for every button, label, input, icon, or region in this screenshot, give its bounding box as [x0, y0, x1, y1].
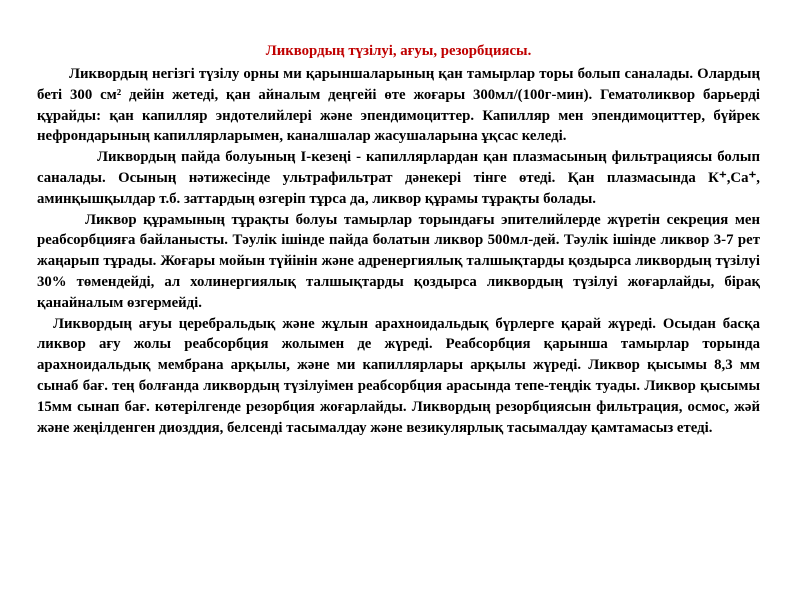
paragraph-filtration: Ликвордың пайда болуының І-кезеңі - капиллярлардан қан плазмасының фильтрациясы болып саналады. Осының нәтижесінде ультрафильтрат дәнекері тінге өтеді. Қан плазмасында К⁺,Са⁺, аминқышқылдар т.б. заттардың өзгеріп тұрса да, ликвор құрамы тұрақты болады. [37, 149, 760, 207]
paragraph-formation: Ликвордың негізгі түзілу орны ми қарыншаларының қан тамырлар торы болып саналады. Олардың беті 300 см² дейін жетеді, қан айналым деңгейі өте жоғары 300мл/(100г-мин). Гематоликвор барьерді құрайды: қан капилляр эндотелийлері және эпендимоциттер. Капилляр мен эпендимоциттер, бүйрек нефрондарының капиллярларымен, каналшалар жасушаларына ұқсас келеді. [37, 66, 760, 145]
paragraph-outflow: Ликвордың ағуы церебральдық және жұлын арахноидальдық бүрлерге қарай жүреді. Осыдан басқа ликвор ағу жолы реабсорбция жолымен де жүреді. Реабсорбция қарынша тамырлар торында арахноидальдық мембрана арқылы, және ми капиллярлары арқылы жүреді. Ликвор қысымы 8,3 мм сынаб бағ. тең болғанда ликвордың түзілуімен реабсорбция арасында тепе-теңдік туады. Ликвор қысымы 15мм сынап бағ. көтерілгенде резорбция жоғарлайды. Ликвордың резорбциясын фильтрация, осмос, жәй және жеңілденген диозддия, белсенді тасымалдау және везикулярлық тасымалдау қамтамасыз етеді. [37, 315, 760, 436]
document-body [37, 41, 760, 438]
document-title: Ликвордың түзілуі, ағуы, резорбциясы. [265, 43, 532, 59]
paragraph-composition: Ликвор құрамының тұрақты болуы тамырлар торындағы эпителийлерде жүретін секреция мен реабсорбцияға байланысты. Тәулік ішінде пайда болатын ликвор 500мл-дей. Тәулік ішінде ликвор 3-7 рет жаңарып тұрады. Жоғары мойын түйінін және адренергиялық талшықтарды қоздырса ликвордың түзілуі 30% төмендейді, ал холинергиялық талшықтарды қоздырса ликвордың түзілуі жоғарлайды, бірақ қанайналым өзгермейді. [37, 211, 760, 311]
